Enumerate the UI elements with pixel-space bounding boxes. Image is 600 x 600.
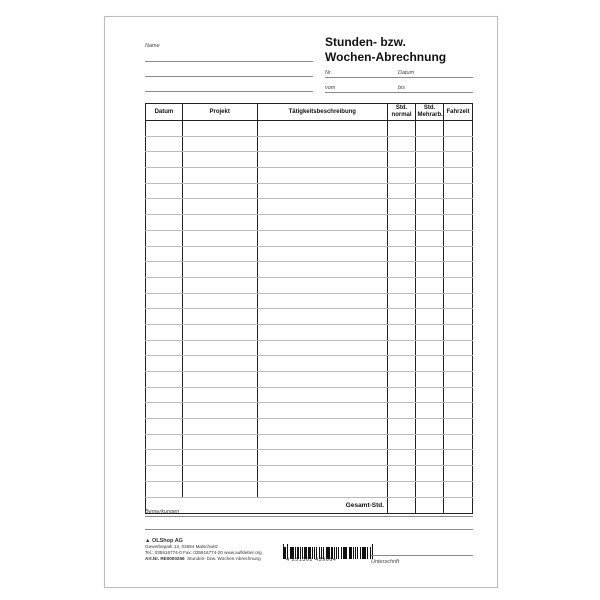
table-cell[interactable]: [388, 403, 416, 419]
table-row: [146, 434, 473, 450]
table-cell[interactable]: [443, 450, 472, 466]
table-cell[interactable]: [182, 340, 257, 356]
company-name: OLShop AG: [151, 538, 183, 544]
table-cell[interactable]: [416, 340, 444, 356]
table-cell[interactable]: [182, 215, 257, 231]
table-cell[interactable]: [182, 481, 257, 497]
table-cell[interactable]: [257, 168, 388, 184]
table-cell[interactable]: [388, 136, 416, 152]
table-cell[interactable]: [257, 121, 388, 137]
table-cell[interactable]: [416, 168, 444, 184]
table-cell[interactable]: [257, 356, 388, 372]
table-cell[interactable]: [388, 309, 416, 325]
table-cell[interactable]: [182, 183, 257, 199]
table-cell[interactable]: [388, 372, 416, 388]
table-cell[interactable]: [146, 372, 183, 388]
table-row: [146, 387, 473, 403]
table-cell[interactable]: [146, 199, 183, 215]
name-label: Name: [145, 43, 160, 49]
table-cell[interactable]: [388, 466, 416, 482]
name-line-2: [145, 76, 313, 77]
table-row: [146, 277, 473, 293]
table-cell[interactable]: [416, 230, 444, 246]
table-cell[interactable]: [146, 309, 183, 325]
table-cell[interactable]: [146, 230, 183, 246]
table-cell[interactable]: [416, 324, 444, 340]
signature-label: Unterschrift: [371, 559, 400, 565]
table-cell[interactable]: [388, 199, 416, 215]
table-cell[interactable]: [146, 293, 183, 309]
barcode-number: 4 251361 439664: [286, 557, 337, 563]
table-cell[interactable]: [146, 356, 183, 372]
col-header-datum: Datum: [146, 104, 183, 121]
form-sheet: [104, 16, 498, 588]
table-row: [146, 215, 473, 231]
table-cell[interactable]: [388, 324, 416, 340]
table-cell[interactable]: [182, 309, 257, 325]
table-cell[interactable]: [257, 262, 388, 278]
signature-line: [371, 555, 473, 556]
table-cell[interactable]: [443, 230, 472, 246]
table-row: [146, 419, 473, 435]
table-cell[interactable]: [257, 340, 388, 356]
nr-label: Nr.: [325, 70, 333, 76]
form-title: [325, 35, 446, 65]
table-cell[interactable]: [388, 121, 416, 137]
table-cell[interactable]: [182, 450, 257, 466]
table-cell[interactable]: [182, 372, 257, 388]
table-cell[interactable]: [443, 466, 472, 482]
table-cell[interactable]: [388, 434, 416, 450]
table-cell[interactable]: [416, 136, 444, 152]
table-cell[interactable]: [443, 481, 472, 497]
table-cell[interactable]: [388, 215, 416, 231]
table-row: [146, 262, 473, 278]
company-logo: ▲ OLShop AG: [145, 538, 183, 544]
table-cell[interactable]: [257, 324, 388, 340]
table-cell[interactable]: [182, 356, 257, 372]
table-cell[interactable]: [443, 403, 472, 419]
table-cell[interactable]: [257, 466, 388, 482]
hours-table: [145, 103, 473, 514]
table-cell[interactable]: [416, 419, 444, 435]
col-header-projekt: Projekt: [182, 104, 257, 121]
remarks-line-1: [145, 516, 473, 517]
table-cell[interactable]: [182, 152, 257, 168]
table-cell[interactable]: [443, 277, 472, 293]
table-cell[interactable]: [257, 215, 388, 231]
vom-label: vom: [325, 85, 336, 91]
table-cell[interactable]: [443, 434, 472, 450]
table-cell[interactable]: [257, 372, 388, 388]
table-cell[interactable]: [443, 152, 472, 168]
table-cell[interactable]: [146, 419, 183, 435]
col-header-std-mehrarb: Std. Mehrarb.: [416, 104, 444, 121]
table-cell[interactable]: [146, 121, 183, 137]
table-row: [146, 481, 473, 497]
table-cell[interactable]: [443, 324, 472, 340]
table-cell[interactable]: [443, 215, 472, 231]
table-cell[interactable]: [416, 372, 444, 388]
table-cell[interactable]: [146, 152, 183, 168]
table-cell[interactable]: [443, 199, 472, 215]
table-cell[interactable]: [443, 183, 472, 199]
table-cell[interactable]: [146, 246, 183, 262]
company-address: Gewerbepark 13, 02694 Malschwitz: [145, 544, 219, 549]
table-cell[interactable]: [416, 277, 444, 293]
table-row: [146, 183, 473, 199]
table-cell[interactable]: [182, 121, 257, 137]
table-cell[interactable]: [146, 324, 183, 340]
table-row: [146, 324, 473, 340]
table-cell[interactable]: [257, 419, 388, 435]
table-cell[interactable]: [388, 277, 416, 293]
table-cell[interactable]: [416, 293, 444, 309]
table-cell[interactable]: [257, 481, 388, 497]
table-cell[interactable]: [416, 466, 444, 482]
total-row: [146, 497, 473, 513]
table-row: [146, 293, 473, 309]
table-cell[interactable]: [443, 419, 472, 435]
table-cell[interactable]: [416, 199, 444, 215]
table-row: [146, 230, 473, 246]
table-cell[interactable]: [443, 387, 472, 403]
table-cell[interactable]: [257, 293, 388, 309]
name-line-1: [145, 61, 313, 62]
table-row: [146, 450, 473, 466]
col-header-fahrzeit: Fahrzeit: [443, 104, 472, 121]
table-cell[interactable]: [388, 450, 416, 466]
table-cell[interactable]: [146, 215, 183, 231]
bis-label: bis: [398, 85, 406, 91]
table-cell[interactable]: [416, 215, 444, 231]
table-cell[interactable]: [182, 277, 257, 293]
table-row: [146, 168, 473, 184]
table-cell[interactable]: [416, 246, 444, 262]
table-body: [146, 121, 473, 514]
table-cell[interactable]: [257, 450, 388, 466]
table-cell[interactable]: [182, 246, 257, 262]
article-info: Art.Nr. RE0000256 Stunden- bzw. Wochen-Abrechnung: [145, 556, 261, 561]
table-cell[interactable]: [257, 136, 388, 152]
table-cell[interactable]: [416, 481, 444, 497]
col-header-taetigkeit: Tätigkeitsbeschreibung: [257, 104, 388, 121]
table-cell[interactable]: [416, 356, 444, 372]
table-cell[interactable]: [443, 340, 472, 356]
table-cell[interactable]: [182, 324, 257, 340]
table-cell[interactable]: [146, 387, 183, 403]
table-row: [146, 136, 473, 152]
table-row: [146, 403, 473, 419]
table-cell[interactable]: [182, 262, 257, 278]
table-cell[interactable]: [257, 199, 388, 215]
table-cell[interactable]: [146, 277, 183, 293]
table-row: [146, 199, 473, 215]
table-cell[interactable]: [443, 372, 472, 388]
title-line-2: Wochen-Abrechnung: [325, 50, 447, 64]
table-row: [146, 356, 473, 372]
table-cell[interactable]: [146, 403, 183, 419]
table-cell[interactable]: [146, 340, 183, 356]
name-line-3: [145, 91, 313, 92]
vom-bis-line: [325, 92, 473, 93]
table-row: [146, 152, 473, 168]
table-cell[interactable]: [443, 293, 472, 309]
table-cell[interactable]: [416, 121, 444, 137]
table-cell[interactable]: [146, 434, 183, 450]
table-cell[interactable]: [443, 246, 472, 262]
table-cell[interactable]: [443, 262, 472, 278]
company-contact: Tel.: 035916774-0 Fax: 035916774-20 www.aufkleber.org: [145, 550, 262, 555]
table-cell[interactable]: [388, 387, 416, 403]
table-cell[interactable]: [146, 450, 183, 466]
table-cell[interactable]: [443, 121, 472, 137]
table-cell[interactable]: [388, 246, 416, 262]
table-cell[interactable]: [257, 309, 388, 325]
table-row: [146, 246, 473, 262]
table-cell[interactable]: [416, 450, 444, 466]
table-cell[interactable]: [182, 230, 257, 246]
table-cell[interactable]: [388, 262, 416, 278]
table-cell[interactable]: [388, 356, 416, 372]
table-cell[interactable]: [443, 168, 472, 184]
table-row: [146, 372, 473, 388]
table-cell[interactable]: [146, 136, 183, 152]
table-cell[interactable]: [416, 403, 444, 419]
table-cell[interactable]: [182, 419, 257, 435]
table-cell[interactable]: [443, 136, 472, 152]
table-cell[interactable]: [416, 434, 444, 450]
table-cell[interactable]: [146, 481, 183, 497]
table-cell[interactable]: [257, 152, 388, 168]
table-row: [146, 340, 473, 356]
table-cell[interactable]: [182, 466, 257, 482]
table-cell[interactable]: [182, 199, 257, 215]
table-cell[interactable]: [388, 230, 416, 246]
table-cell[interactable]: [182, 387, 257, 403]
total-cell[interactable]: [388, 497, 416, 513]
table-row: [146, 466, 473, 482]
table-cell[interactable]: [182, 293, 257, 309]
nr-datum-line: [325, 77, 473, 78]
total-cell[interactable]: [416, 497, 444, 513]
table-cell[interactable]: [416, 262, 444, 278]
datum-label: Datum: [398, 70, 415, 76]
table-cell[interactable]: [146, 168, 183, 184]
table-row: [146, 309, 473, 325]
table-cell[interactable]: [146, 183, 183, 199]
table-cell[interactable]: [388, 340, 416, 356]
table-cell[interactable]: [443, 356, 472, 372]
table-cell[interactable]: [146, 262, 183, 278]
remarks-line-2: [145, 529, 473, 530]
table-cell[interactable]: [388, 168, 416, 184]
table-cell[interactable]: [388, 293, 416, 309]
table-cell[interactable]: [146, 466, 183, 482]
total-label: Gesamt-Std.: [146, 497, 388, 513]
table-cell[interactable]: [388, 419, 416, 435]
table-cell[interactable]: [257, 246, 388, 262]
table-cell[interactable]: [388, 152, 416, 168]
table-cell[interactable]: [257, 403, 388, 419]
table-cell[interactable]: [182, 136, 257, 152]
table-cell[interactable]: [182, 434, 257, 450]
table-header-row: [146, 104, 473, 121]
table-row: [146, 121, 473, 137]
table-cell[interactable]: [416, 152, 444, 168]
table-cell[interactable]: [416, 309, 444, 325]
table-cell[interactable]: [257, 387, 388, 403]
title-line-1: Stunden- bzw.: [325, 35, 406, 49]
table-cell[interactable]: [416, 387, 444, 403]
table-cell[interactable]: [257, 277, 388, 293]
company-info: [145, 538, 262, 562]
table-cell[interactable]: [257, 230, 388, 246]
table-cell[interactable]: [443, 309, 472, 325]
table-cell[interactable]: [416, 183, 444, 199]
total-cell[interactable]: [443, 497, 472, 513]
table-cell[interactable]: [257, 183, 388, 199]
table-cell[interactable]: [388, 183, 416, 199]
col-header-std-normal: Std. normal: [388, 104, 416, 121]
table-cell[interactable]: [182, 403, 257, 419]
table-cell[interactable]: [257, 434, 388, 450]
table-cell[interactable]: [182, 168, 257, 184]
table-cell[interactable]: [388, 481, 416, 497]
remarks-label: Bemerkungen: [145, 509, 180, 515]
